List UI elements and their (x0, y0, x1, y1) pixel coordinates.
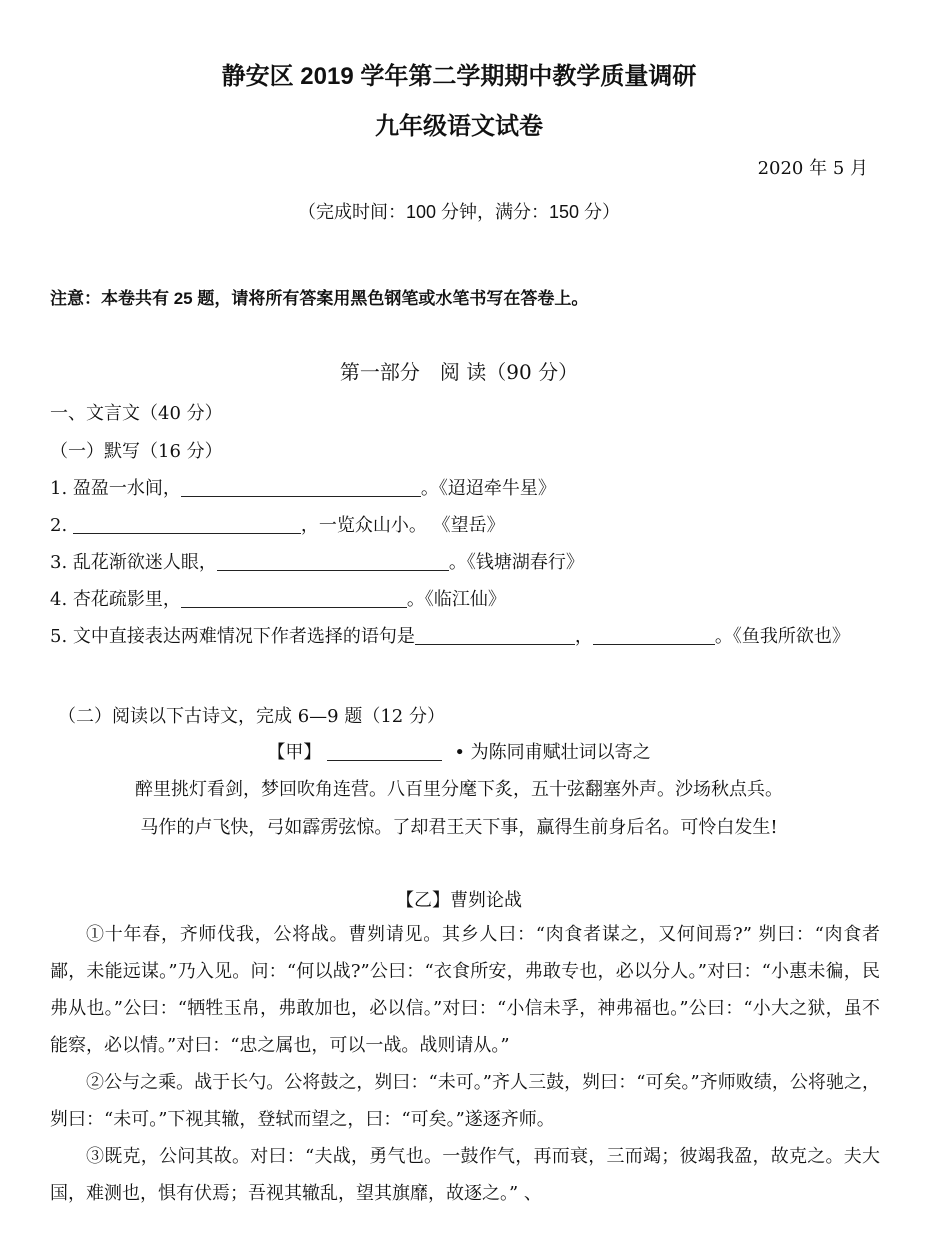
poem-title-blank[interactable] (327, 744, 442, 761)
poem-heading (0, 738, 918, 764)
question-1-text: 1. 盈盈一水间， (50, 478, 181, 499)
answer-blank-1[interactable] (181, 480, 421, 497)
exam-title: 静安区 2019 学年第二学期期中教学质量调研 (221, 63, 697, 90)
section1-title: 一、文言文（40 分） (50, 403, 223, 424)
question-1 (50, 474, 556, 500)
poem-line-1: 醉里挑灯看剑，梦回吹角连营。八百里分麾下炙，五十弦翻塞外声。沙场秋点兵。 (135, 779, 783, 800)
exam-date: 2020 年 5 月 (757, 158, 868, 179)
question-5-comma: ， (574, 626, 593, 647)
question-3-text: 3. 乱花渐欲迷人眼， (50, 552, 217, 573)
question-2 (50, 511, 505, 537)
exam-subtitle: 九年级语文试卷 (375, 113, 543, 140)
answer-blank-3[interactable] (217, 554, 449, 571)
time-info: （完成时间：100 分钟，满分：150 分） (297, 202, 621, 222)
question-5 (50, 622, 850, 648)
poem-line-2: 马作的卢飞快，弓如霹雳弦惊。了却君王天下事，赢得生前身后名。可怜白发生! (140, 817, 778, 838)
question-5-source: 。《鱼我所欲也》 (714, 626, 850, 647)
question-4-text: 4. 杏花疏影里， (50, 589, 181, 610)
notice: 注意：本卷共有 25 题，请将所有答案用黑色钢笔或水笔书写在答卷上。 (50, 289, 589, 308)
answer-blank-4[interactable] (181, 591, 407, 608)
answer-blank-5b[interactable] (593, 628, 715, 645)
prose-paragraph-1: ①十年春，齐师伐我，公将战。曹刿请见。其乡人曰：“肉食者谋之，又何间焉?” 刿曰：“肉食者鄙，未能远谋。”乃入见。问：“何以战?”公曰：“衣食所安，弗敢专也，必以分人。”对曰：“小惠未徧，民弗从也。”公曰：“牺牲玉帛，弗敢加也，必以信。”对曰：“小信未孚，神弗福也。”公曰：“小大之狱，虽不能察，必以情。”对曰：“忠之属也，可以一战。战则请从。” (50, 924, 880, 1056)
question-1-source: 。《迢迢牵牛星》 (420, 478, 556, 499)
prose-paragraph-2: ②公与之乘。战于长勺。公将鼓之，刿曰：“未可。”齐人三鼓，刿曰：“可矣。”齐师败绩，公将驰之，刿曰：“未可。”下视其辙，登轼而望之，曰：“可矣。”遂逐齐师。 (50, 1072, 880, 1130)
question-3-source: 。《钱塘湖春行》 (448, 552, 584, 573)
question-4-source: 。《临江仙》 (406, 589, 506, 610)
poem-title: • 为陈同甫赋壮词以寄之 (454, 742, 651, 763)
part1-title: 第一部分 阅 读（90 分） (339, 360, 579, 384)
answer-blank-5a[interactable] (415, 628, 575, 645)
question-4 (50, 585, 506, 611)
subsection1-title: （一）默写（16 分） (50, 441, 223, 462)
question-2-source: ，一览众山小。 《望岳》 (300, 515, 505, 536)
answer-blank-2[interactable] (73, 517, 301, 534)
poem-label: 【甲】 (267, 742, 322, 763)
prose-body (50, 916, 880, 1212)
subsection2-title: （二）阅读以下古诗文，完成 6—9 题（12 分） (58, 706, 445, 727)
question-3 (50, 548, 584, 574)
prose-title: 【乙】曹刿论战 (396, 890, 522, 911)
question-5-text: 5. 文中直接表达两难情况下作者选择的语句是 (50, 626, 415, 647)
prose-paragraph-3: ③既克，公问其故。对曰：“夫战，勇气也。一鼓作气，再而衰，三而竭；彼竭我盈，故克之。夫大国，难测也，惧有伏焉；吾视其辙乱，望其旗靡，故逐之。” 、 (50, 1146, 880, 1204)
question-2-text: 2. (50, 515, 73, 536)
